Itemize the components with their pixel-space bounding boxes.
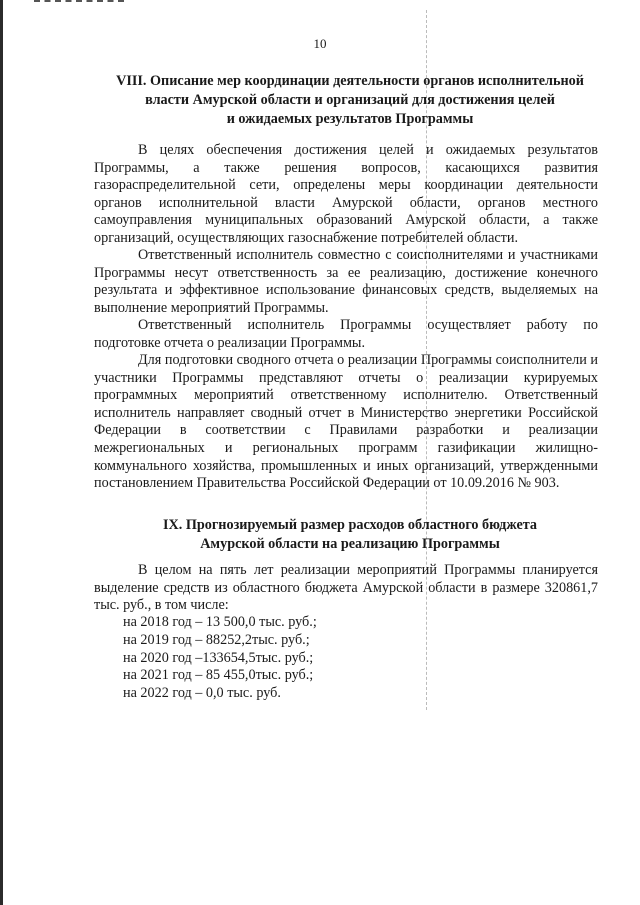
heading-line: власти Амурской области и организаций для достижения целей [145, 92, 555, 108]
page-number: 10 [313, 36, 327, 51]
paragraph-consolidated-report: Для подготовки сводного отчета о реализации Программы соисполнители и участники Программы представляют отчеты о реализации курируемых программных мероприятий ответственному исполнителю. Ответственный исполнитель направляет сводный отчет в Министерство энергетики Российской Федерации в соответствии с Правилами разработки и реализации межрегиональных и региональных программ газификации жилищно-коммунального хозяйства, промышленных и иных организаций, утвержденными постановлением Правительства Российской Федерации от 10.09.2016 № 903. [94, 352, 598, 492]
budget-year-2022: на 2022 год – 0,0 тыс. руб. [123, 685, 281, 702]
heading-line: VIII. Описание мер координации деятельности органов исполнительной [116, 73, 584, 89]
budget-year-2020: на 2020 год –133654,5тыс. руб.; [123, 649, 314, 666]
paragraph-responsibility: Ответственный исполнитель совместно с соисполнителями и участниками Программы несут ответственность за ее реализацию, достижение конечного результата и эффективное использование финансовых средств, выделяемых на выполнение мероприятий Программы. [94, 247, 598, 316]
budget-year-list [123, 614, 317, 703]
paragraph-report-preparation: Ответственный исполнитель Программы осуществляет работу по подготовке отчета о реализации Программы. [94, 317, 598, 351]
paragraph-coordination-measures: В целях обеспечения достижения целей и ожидаемых результатов Программы, а также решения вопросов, касающихся развития газораспределительной сети, определены меры координации деятельности органов исполнительной власти Амурской области, органов местного самоуправления муниципальных образований Амурской области, а также организаций, осуществляющих газоснабжение потребителей области. [94, 142, 598, 246]
scan-edge-left [0, 0, 3, 905]
heading-line: IX. Прогнозируемый размер расходов областного бюджета [162, 517, 537, 533]
section-8-heading [100, 72, 600, 129]
heading-line: Амурской области на реализацию Программы [200, 536, 500, 552]
scan-edge-top [34, 0, 124, 4]
section-9-heading [100, 516, 600, 554]
budget-year-2021: на 2021 год – 85 455,0тыс. руб.; [123, 667, 314, 684]
paragraph-budget-intro: В целом на пять лет реализации мероприятий Программы планируется выделение средств из областного бюджета Амурской области в размере 320861,7 тыс. руб., в том числе: [94, 562, 598, 614]
budget-year-2018: на 2018 год – 13 500,0 тыс. руб.; [123, 614, 317, 630]
budget-year-2019: на 2019 год – 88252,2тыс. руб.; [123, 631, 310, 648]
heading-line: и ожидаемых результатов Программы [226, 111, 474, 127]
